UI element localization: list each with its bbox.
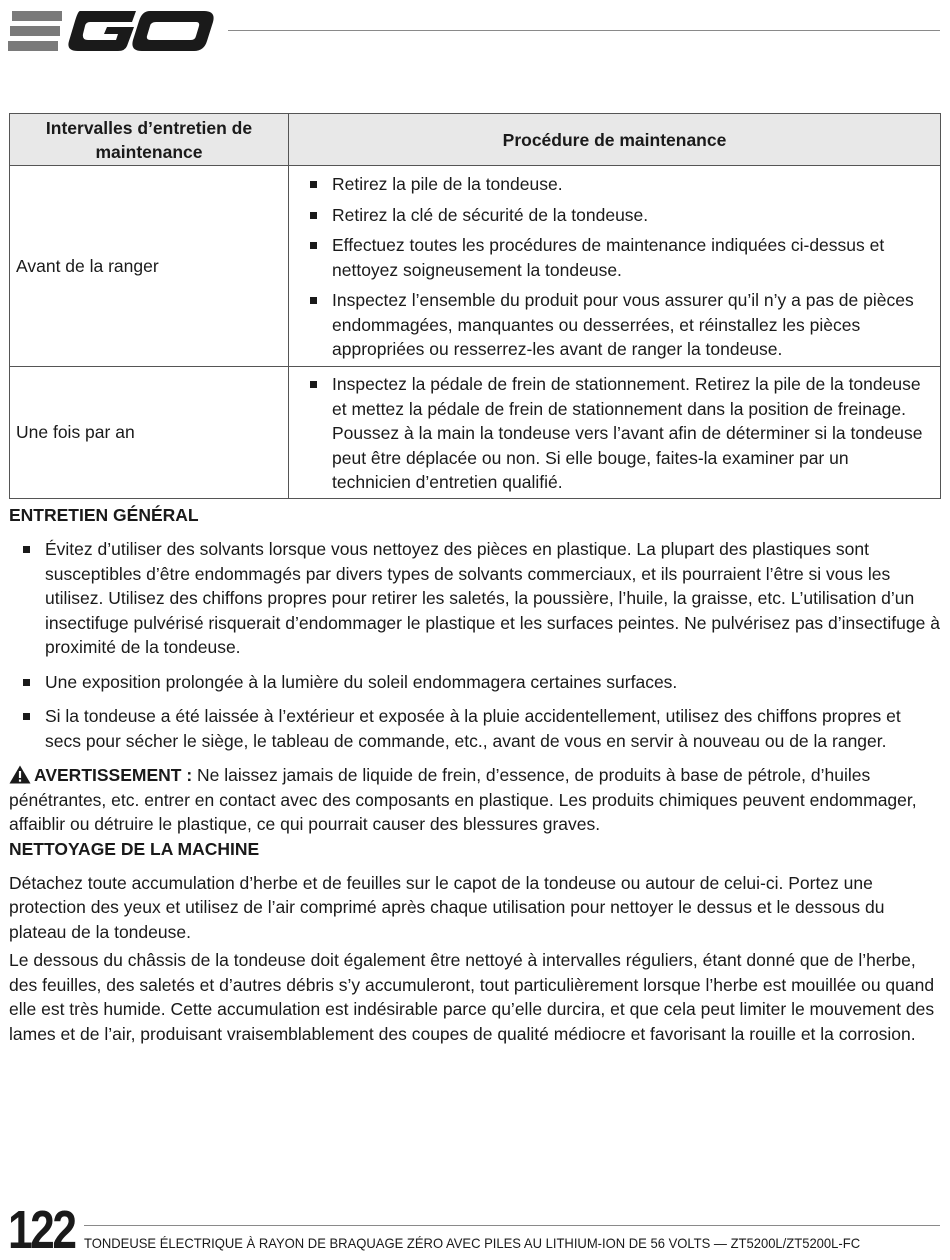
page-header bbox=[0, 0, 950, 60]
interval-cell: Une fois par an bbox=[10, 367, 289, 499]
maintenance-table bbox=[9, 113, 941, 499]
procedure-item: Effectuez toutes les procédures de maintenance indiquées ci-dessus et nettoyez soigneusement la tondeuse. bbox=[309, 233, 930, 282]
cleaning-paragraph: Le dessous du châssis de la tondeuse doit également être nettoyé à intervalles réguliers, étant donné que de l’herbe, des feuilles, des saletés et d’autres débris s’y accumuleront, tout particulièrement lorsque l’herbe est mouillée ou quand elle est très humide. Cette accumulation est indésirable parce qu’elle durcira, et que cela peut limiter le mouvement des lames et de l’air, produisant vraisemblablement des coupes de qualité médiocre et favorisant la rouille et la corrosion. bbox=[9, 950, 935, 1044]
header-rule bbox=[228, 30, 940, 31]
interval-cell: Avant de la ranger bbox=[10, 166, 289, 367]
procedure-item: Retirez la clé de sécurité de la tondeuse. bbox=[309, 203, 930, 228]
general-item: Si la tondeuse a été laissée à l’extérieur et exposée à la pluie accidentellement, utilisez des chiffons propres et secs pour sécher le siège, le tableau de commande, etc., avant de vous en servir à nouveau ou de la ranger. bbox=[21, 704, 941, 753]
general-item: Évitez d’utiliser des solvants lorsque vous nettoyez des pièces en plastique. La plupart des plastiques sont susceptibles d’être endommagés par divers types de solvants commerciaux, et ils pourraient l’être si vous les utilisez. Utilisez des chiffons propres pour retirer les saletés, la poussière, l’huile, la graisse, etc. L’utilisation d’un insectifuge pulvérisé risquerait d’endommager le plastique et les surfaces peintes. Ne pulvérisez pas d’insectifuge à proximité de la tondeuse. bbox=[21, 537, 941, 660]
warning-label: AVERTISSEMENT : bbox=[34, 765, 193, 785]
warning-icon bbox=[9, 765, 31, 784]
procedure-list bbox=[309, 172, 930, 362]
table-header-row bbox=[10, 114, 941, 166]
footer-rule bbox=[84, 1225, 940, 1226]
table-row bbox=[10, 166, 941, 367]
warning-paragraph bbox=[9, 763, 941, 837]
warning-text: Ne laissez jamais de liquide de frein, d’essence, de produits à base de pétrole, d’huiles pénétrantes, etc. entrer en contact avec des composants en plastique. Les produits chimiques peuvent endommager, affaiblir ou détruire le plastique, ce qui pourrait causer des blessures graves. bbox=[9, 765, 917, 834]
cleaning-paragraph: Détachez toute accumulation d’herbe et de feuilles sur le capot de la tondeuse ou autour de celui-ci. Portez une protection des yeux et utilisez de l’air comprimé après chaque utilisation pour nettoyer le dessus et le dessous du plateau de la tondeuse. bbox=[9, 872, 885, 942]
procedure-item: Inspectez l’ensemble du produit pour vous assurer qu’il n’y a pas de pièces endommagées, manquantes ou desserrées, et réinstallez les pièces appropriées ou resserrez-les avant de ranger la tondeuse. bbox=[309, 288, 930, 362]
footer-title: TONDEUSE ÉLECTRIQUE À RAYON DE BRAQUAGE ZÉRO AVEC PILES AU LITHIUM-ION DE 56 VOLTS — ZT5200L/ZT5200L-FC bbox=[84, 1235, 861, 1251]
page-content bbox=[9, 503, 941, 1046]
procedure-cell bbox=[289, 166, 941, 367]
procedure-item: Retirez la pile de la tondeuse. bbox=[309, 172, 930, 197]
page-footer bbox=[0, 1195, 950, 1260]
general-heading: ENTRETIEN GÉNÉRAL bbox=[9, 505, 199, 525]
general-item: Une exposition prolongée à la lumière du soleil endommagera certaines surfaces. bbox=[21, 670, 941, 695]
column-header-interval: Intervalles d’entretien de maintenance bbox=[10, 114, 289, 166]
column-header-procedure: Procédure de maintenance bbox=[289, 114, 941, 166]
page-number: 122 bbox=[8, 1200, 75, 1260]
procedure-list bbox=[309, 372, 930, 495]
table-row bbox=[10, 367, 941, 499]
procedure-cell bbox=[289, 367, 941, 499]
general-list bbox=[9, 537, 941, 753]
procedure-item: Inspectez la pédale de frein de stationnement. Retirez la pile de la tondeuse et mettez la pédale de frein de stationnement dans la position de freinage. Poussez à la main la tondeuse vers l’avant afin de déterminer si la tondeuse peut être déplacée ou non. Si elle bouge, faites-la examiner par un technicien d’entretien qualifié. bbox=[309, 372, 930, 495]
cleaning-heading: NETTOYAGE DE LA MACHINE bbox=[9, 838, 260, 859]
ego-logo bbox=[8, 6, 214, 54]
